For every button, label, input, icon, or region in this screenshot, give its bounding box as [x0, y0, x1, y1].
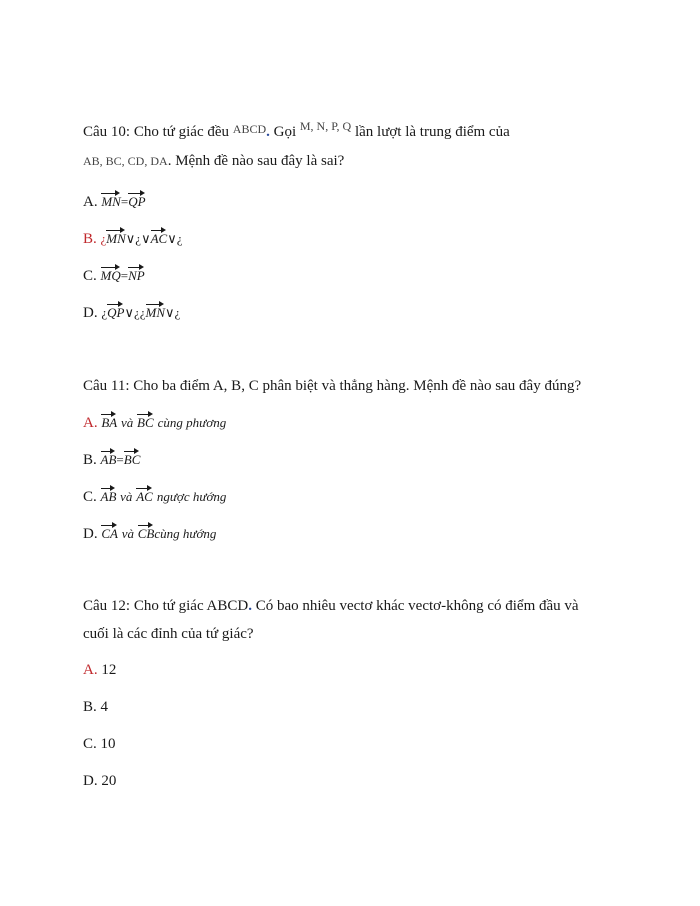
vector-ba: BA	[101, 411, 117, 430]
garbled-symbol: ∨¿	[165, 305, 181, 320]
vector-ab: AB	[101, 448, 117, 467]
garbled-symbol: ¿	[101, 305, 108, 320]
q11-option-d[interactable]	[83, 522, 216, 544]
option-letter-correct: A.	[83, 415, 98, 431]
vector-mn: MN	[101, 190, 121, 209]
q11-option-a[interactable]	[83, 411, 226, 433]
garbled-symbol: ∨¿	[167, 231, 183, 246]
q10-option-a[interactable]	[83, 190, 146, 212]
q10-stem-line2	[83, 151, 344, 171]
q12-dot: .	[248, 598, 252, 614]
option-value: 10	[100, 736, 116, 752]
vector-ca: CA	[101, 522, 118, 541]
vector-mq: MQ	[101, 264, 121, 283]
option-letter: C.	[83, 489, 97, 505]
vector-bc: BC	[137, 411, 154, 430]
option-value: 4	[100, 699, 109, 715]
option-tail: cùng phương	[157, 415, 227, 430]
option-value: 20	[101, 773, 117, 789]
equals-sign: =	[120, 268, 129, 283]
option-letter: A.	[83, 194, 98, 210]
q10-goi: Gọi	[269, 124, 297, 140]
garbled-symbol: ¿	[100, 231, 107, 246]
garbled-symbol: ∨¿¿	[124, 305, 146, 320]
garbled-symbol: ∨¿∨	[125, 231, 151, 246]
q10-shape: ABCD	[232, 122, 267, 136]
vector-ac: AC	[151, 227, 168, 246]
q12-stem-line1	[83, 596, 579, 616]
q12-option-b[interactable]	[83, 697, 108, 717]
vector-ab: AB	[101, 485, 117, 504]
option-letter: C.	[83, 268, 97, 284]
q11-option-c[interactable]	[83, 485, 226, 507]
q10-stem-mid: lần lượt là trung điểm của	[354, 124, 510, 140]
option-tail: ngược hướng	[156, 489, 227, 504]
q12-stem-b: Có bao nhiêu vectơ khác vectơ-không có điểm đầu và	[251, 598, 579, 614]
q12-stem-line2: cuối là các đỉnh của tứ giác?	[83, 626, 254, 642]
q11-option-b[interactable]	[83, 448, 140, 470]
q10-option-d[interactable]	[83, 301, 180, 323]
conjunction: và	[120, 489, 133, 504]
vector-bc: BC	[124, 448, 141, 467]
q10-dot: .	[266, 124, 270, 140]
vector-np: NP	[128, 264, 145, 283]
option-letter: C.	[83, 736, 97, 752]
vector-ac: AC	[136, 485, 153, 504]
option-letter: D.	[83, 305, 98, 321]
option-letter-correct: B.	[83, 231, 97, 247]
q10-stem-line1	[83, 119, 510, 142]
option-letter-correct: A.	[83, 662, 98, 678]
conjunction: và	[121, 526, 134, 541]
option-letter: B.	[83, 699, 97, 715]
option-letter: D.	[83, 526, 98, 542]
option-tail: cùng hướng	[154, 526, 217, 541]
q12-option-d[interactable]	[83, 771, 116, 791]
vector-qp: QP	[107, 301, 124, 320]
q12-option-c[interactable]	[83, 734, 116, 754]
q10-stem-prefix: Câu 10: Cho tứ giác đều	[83, 124, 230, 140]
vector-mn: MN	[106, 227, 126, 246]
q10-stem-end: . Mệnh đề nào sau đây là sai?	[167, 153, 345, 169]
q12-option-a[interactable]	[83, 660, 116, 680]
option-letter: B.	[83, 452, 97, 468]
q12-stem-a: Câu 12: Cho tứ giác ABCD	[83, 598, 249, 614]
vector-qp: QP	[128, 190, 145, 209]
vector-mn: MN	[146, 301, 166, 320]
option-value: 12	[101, 662, 117, 678]
q10-points: M, N, P, Q	[299, 119, 352, 133]
q10-option-b[interactable]	[83, 227, 183, 249]
option-letter: D.	[83, 773, 98, 789]
equals-sign: =	[116, 452, 124, 467]
vector-cb: CB	[138, 522, 155, 541]
q10-option-c[interactable]	[83, 264, 145, 286]
q10-edges: AB, BC, CD, DA	[83, 154, 168, 168]
equals-sign: =	[120, 194, 129, 209]
q11-stem: Câu 11: Cho ba điểm A, B, C phân biệt và thẳng hàng. Mệnh đề nào sau đây đúng?	[83, 378, 582, 394]
conjunction: và	[120, 415, 134, 430]
